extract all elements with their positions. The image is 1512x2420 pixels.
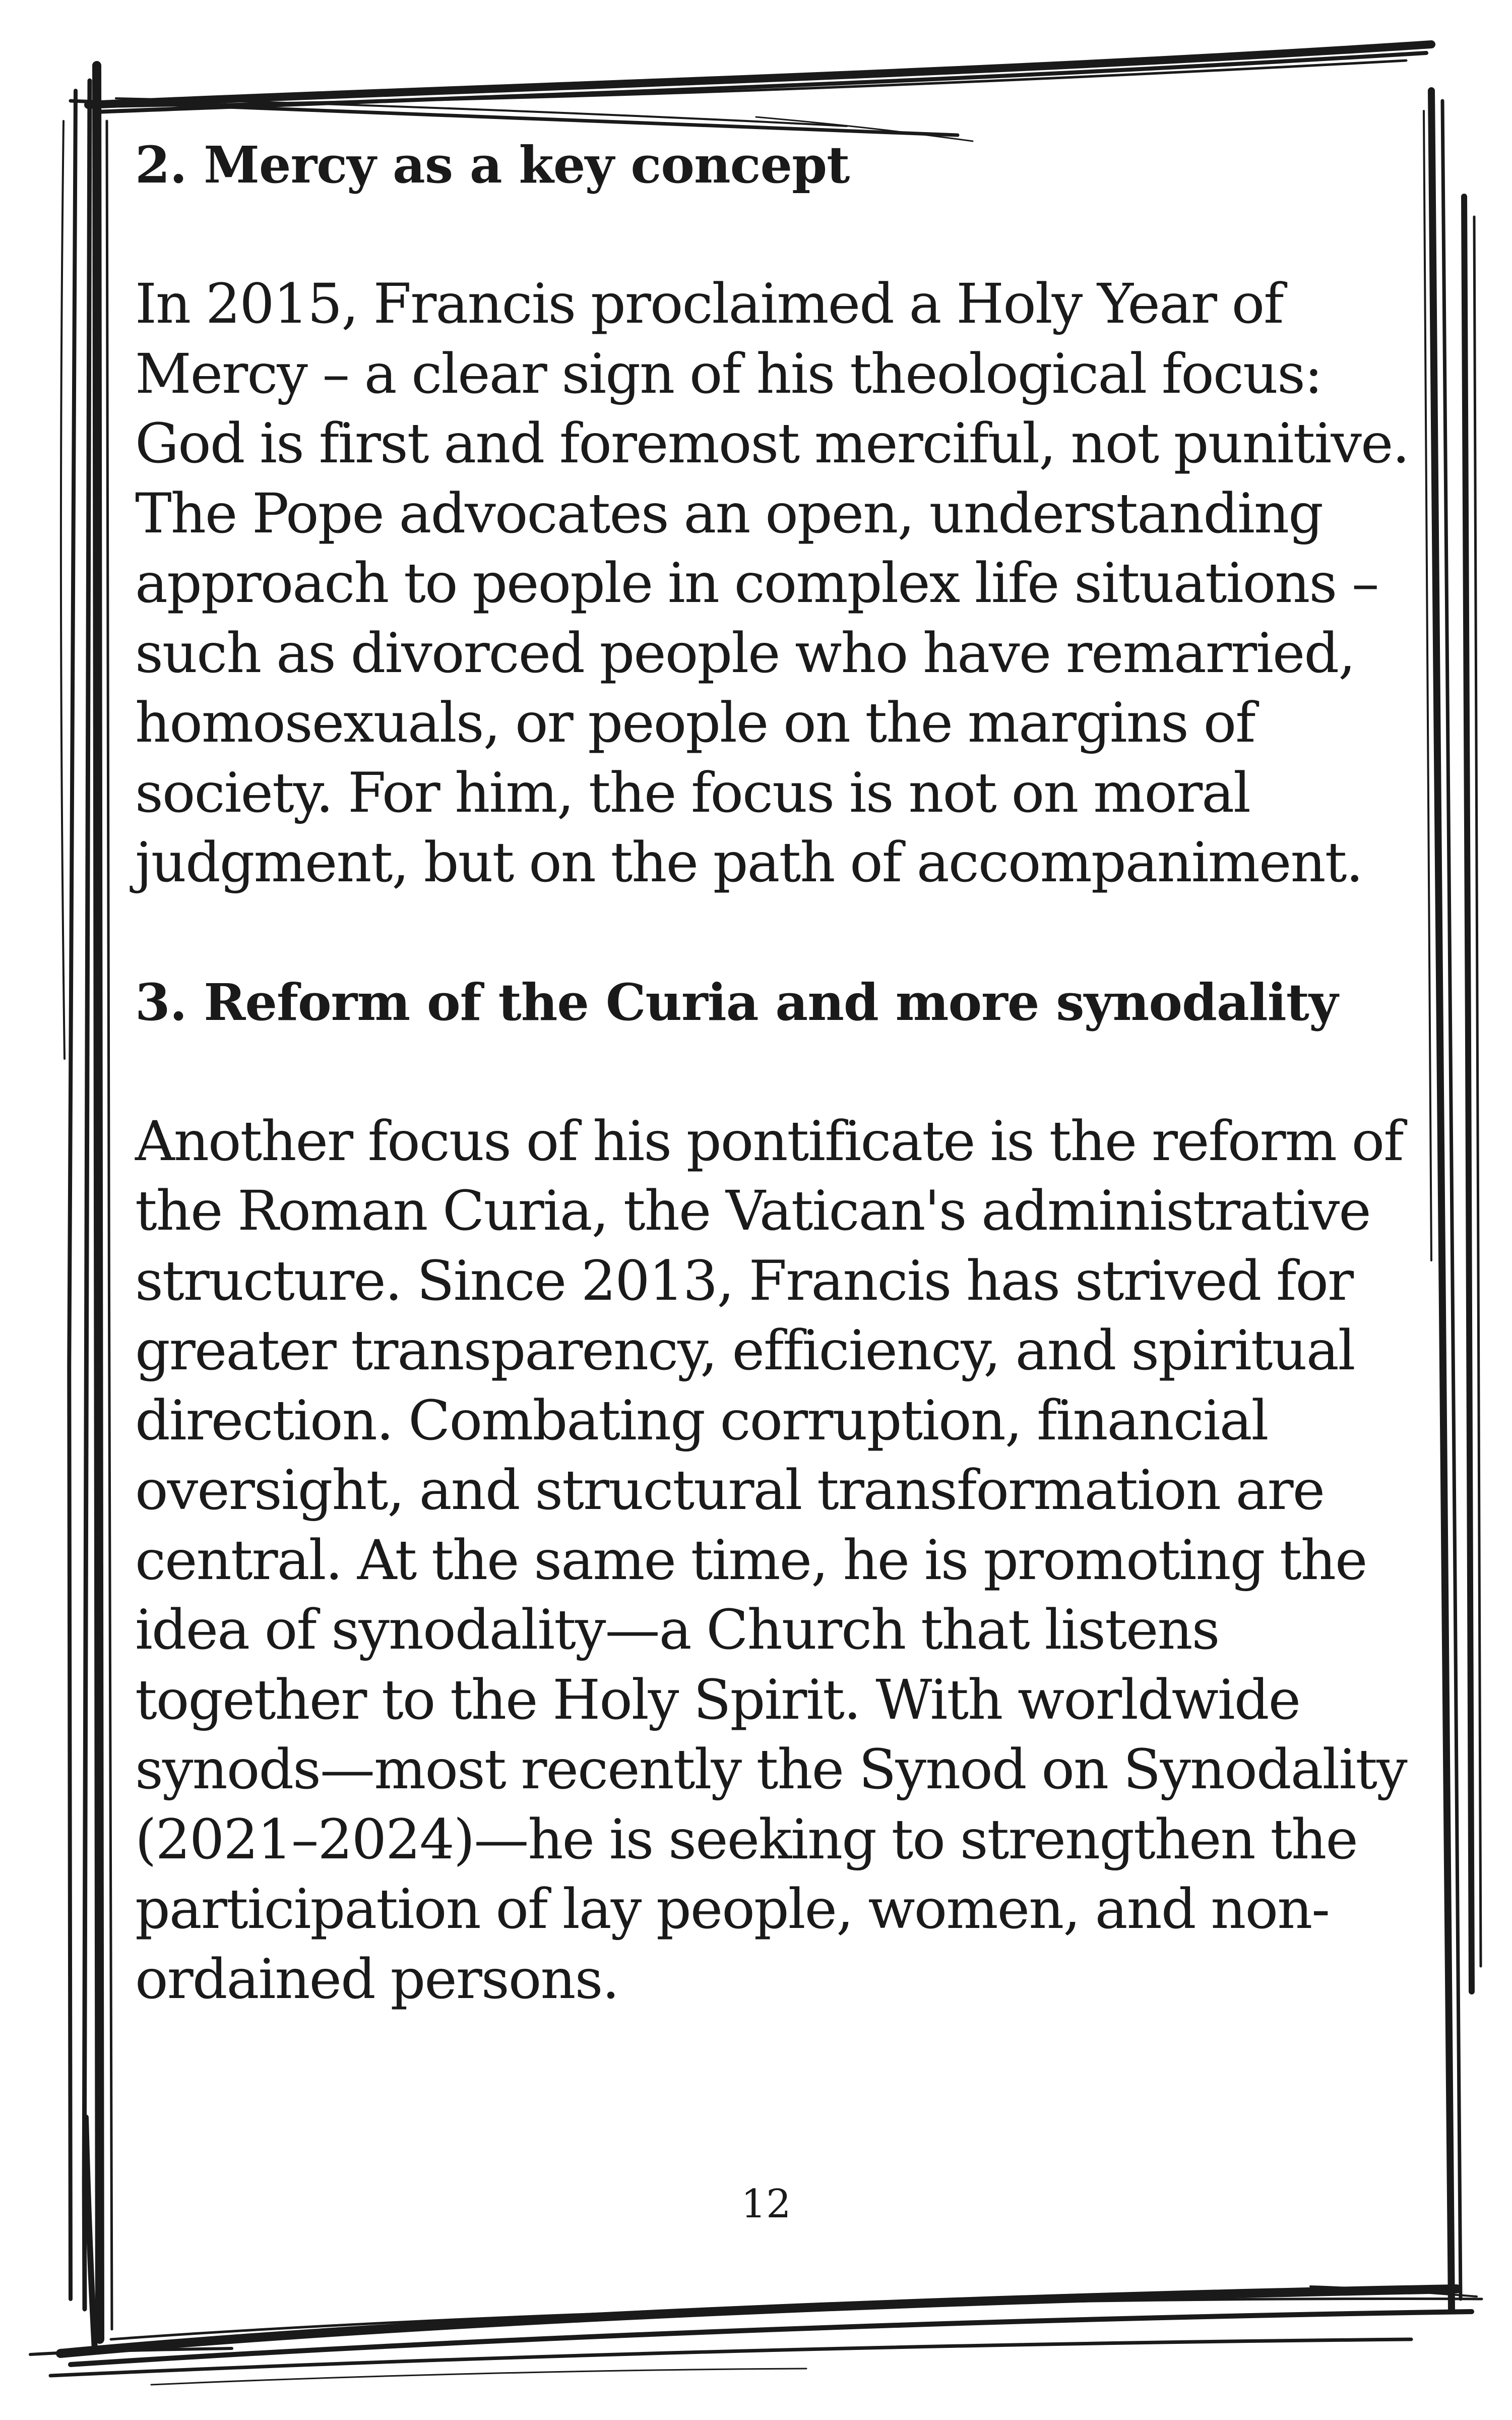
page-number: 12 xyxy=(741,2182,791,2227)
section-heading-curia-reform: 3. Reform of the Curia and more synodality xyxy=(135,972,1338,1032)
section-body-mercy: In 2015, Francis proclaimed a Holy Year of Mercy – a clear sign of his theological focus: God is first and foremost merciful, not punitive. The Pope advocates an open, understanding approach to people in complex life situations – such as divorced people who have remarried, homosexuals, or people on the margins of society. For him, the focus is not on moral judgment, but on the path of accompaniment. xyxy=(135,272,1409,894)
section-body-curia-reform: Another focus of his pontificate is the reform of the Roman Curia, the Vatican's administrative structure. Since 2013, Francis has strived for greater transparency, efficiency, and spiritual direction. Combating corruption, financial oversight, and structural transformation are central. At the same time, he is promoting the idea of synodality—a Church that listens together to the Holy Spirit. With worldwide synods—most recently the Synod on Synodality (2021–2024)—he is seeking to strengthen the participation of lay people, women, and non-ordained persons. xyxy=(135,1109,1407,2011)
page-content xyxy=(135,130,1410,2014)
section-heading-mercy: 2. Mercy as a key concept xyxy=(135,135,850,195)
